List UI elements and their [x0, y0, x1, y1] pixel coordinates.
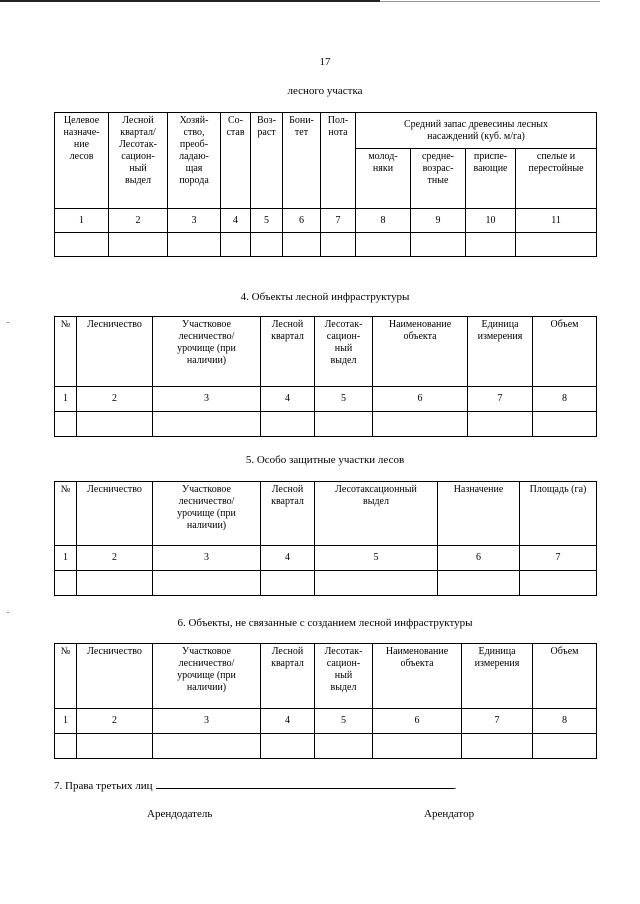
empty-cell[interactable] — [356, 233, 411, 257]
empty-data-row — [55, 571, 597, 596]
header-forestry: Лесничество — [77, 482, 153, 546]
empty-cell[interactable] — [520, 571, 597, 596]
table1-caption: лесного участка — [287, 85, 363, 97]
page-number: 17 — [319, 56, 331, 68]
table3-caption: 5. Особо защитные участки лесов — [245, 454, 405, 466]
header-site-class: Бони- тет — [283, 113, 321, 209]
column-number: 9 — [411, 209, 466, 233]
column-number: 2 — [109, 209, 168, 233]
header-plot: Лесотак- сацион- ный выдел — [315, 644, 373, 709]
empty-cell[interactable] — [315, 571, 438, 596]
empty-cell[interactable] — [373, 734, 462, 759]
column-number: 8 — [533, 709, 597, 734]
column-number: 8 — [356, 209, 411, 233]
empty-cell[interactable] — [516, 233, 597, 257]
column-number: 4 — [261, 546, 315, 571]
empty-cell[interactable] — [315, 412, 373, 437]
header-forestry: Лесничество — [77, 317, 153, 387]
column-number: 1 — [55, 209, 109, 233]
table2-caption: 4. Объекты лесной инфраструктуры — [240, 291, 410, 303]
header-avg-stock: Средний запас древесины лесных насаждений (куб. м/га) — [356, 113, 597, 149]
subheader-mature-overmature: спелые и перестойные — [516, 149, 597, 209]
empty-cell[interactable] — [55, 412, 77, 437]
column-number: 2 — [77, 387, 153, 412]
empty-cell[interactable] — [261, 734, 315, 759]
empty-cell[interactable] — [373, 412, 468, 437]
header-composition: Со- став — [221, 113, 251, 209]
empty-cell[interactable] — [283, 233, 321, 257]
empty-cell[interactable] — [411, 233, 466, 257]
column-number: 5 — [315, 709, 373, 734]
column-number: 1 — [55, 709, 77, 734]
empty-cell[interactable] — [77, 571, 153, 596]
header-district-forestry: Участковое лесничество/ урочище (при наличии) — [153, 644, 261, 709]
header-object-name: Наименование объекта — [373, 317, 468, 387]
empty-cell[interactable] — [153, 412, 261, 437]
header-unit: Единица измерения — [462, 644, 533, 709]
column-number: 7 — [520, 546, 597, 571]
empty-cell[interactable] — [153, 571, 261, 596]
header-purpose: Целевое назначе- ние лесов — [55, 113, 109, 209]
empty-cell[interactable] — [55, 734, 77, 759]
column-number: 3 — [153, 709, 261, 734]
column-number: 3 — [168, 209, 221, 233]
header-no: № — [55, 317, 77, 387]
empty-cell[interactable] — [315, 734, 373, 759]
empty-cell[interactable] — [466, 233, 516, 257]
column-number: 6 — [438, 546, 520, 571]
empty-cell[interactable] — [261, 571, 315, 596]
empty-cell[interactable] — [462, 734, 533, 759]
header-district-forestry: Участковое лесничество/ урочище (при наличии) — [153, 482, 261, 546]
header-quarter: Лесной квартал — [261, 482, 315, 546]
header-quarter: Лесной квартал — [261, 317, 315, 387]
column-number: 7 — [468, 387, 533, 412]
column-number: 4 — [221, 209, 251, 233]
empty-cell[interactable] — [55, 233, 109, 257]
column-number: 1 — [55, 387, 77, 412]
non-infrastructure-objects-table — [54, 643, 597, 759]
column-number: 3 — [153, 387, 261, 412]
empty-data-row — [55, 412, 597, 437]
column-number: 4 — [261, 387, 315, 412]
header-plot: Лесотаксационный выдел — [315, 482, 438, 546]
empty-cell[interactable] — [77, 734, 153, 759]
column-number: 10 — [466, 209, 516, 233]
column-number: 2 — [77, 709, 153, 734]
empty-cell[interactable] — [168, 233, 221, 257]
empty-cell[interactable] — [109, 233, 168, 257]
column-number: 6 — [373, 387, 468, 412]
empty-cell[interactable] — [251, 233, 283, 257]
empty-cell[interactable] — [77, 412, 153, 437]
column-number: 5 — [251, 209, 283, 233]
header-quarter-plot: Лесной квартал/ Лесотак- сацион- ный выдел — [109, 113, 168, 209]
third-party-rights-field[interactable] — [156, 778, 454, 789]
header-no: № — [55, 644, 77, 709]
empty-cell[interactable] — [533, 734, 597, 759]
forest-stand-table — [54, 112, 597, 257]
header-district-forestry: Участковое лесничество/ урочище (при наличии) — [153, 317, 261, 387]
empty-cell[interactable] — [221, 233, 251, 257]
header-no: № — [55, 482, 77, 546]
header-plot: Лесотак- сацион- ный выдел — [315, 317, 373, 387]
scan-top-edge — [0, 0, 640, 4]
header-purpose: Назначение — [438, 482, 520, 546]
empty-data-row — [55, 734, 597, 759]
subheader-middle-aged: средне- возрас- тные — [411, 149, 466, 209]
header-quarter: Лесной квартал — [261, 644, 315, 709]
column-number: 5 — [315, 387, 373, 412]
column-number: 11 — [516, 209, 597, 233]
empty-cell[interactable] — [261, 412, 315, 437]
infrastructure-table — [54, 316, 597, 437]
column-number: 2 — [77, 546, 153, 571]
third-party-rights-label: 7. Права третьих лиц — [54, 780, 153, 792]
third-party-rights — [54, 778, 456, 792]
empty-cell[interactable] — [55, 571, 77, 596]
column-number: 1 — [55, 546, 77, 571]
third-party-rights-end: . — [453, 780, 457, 792]
column-number: 8 — [533, 387, 597, 412]
empty-cell[interactable] — [153, 734, 261, 759]
column-number: 6 — [283, 209, 321, 233]
subheader-young: молод- няки — [356, 149, 411, 209]
column-number: 7 — [321, 209, 356, 233]
header-volume: Объем — [533, 644, 597, 709]
table4-caption: 6. Объекты, не связанные с созданием лесной инфраструктуры — [177, 617, 473, 629]
subheader-maturing: приспе- вающие — [466, 149, 516, 209]
header-farm-species: Хозяй- ство, преоб- ладаю- щая порода — [168, 113, 221, 209]
header-area-ha: Площадь (га) — [520, 482, 597, 546]
scan-speck — [7, 322, 9, 323]
empty-cell[interactable] — [468, 412, 533, 437]
column-number: 5 — [315, 546, 438, 571]
column-number: 3 — [153, 546, 261, 571]
empty-cell[interactable] — [438, 571, 520, 596]
header-volume: Объем — [533, 317, 597, 387]
column-number: 7 — [462, 709, 533, 734]
protected-areas-table — [54, 481, 597, 596]
lessee-signature-label: Арендатор — [424, 808, 475, 820]
column-number: 6 — [373, 709, 462, 734]
scan-speck — [7, 612, 9, 613]
empty-cell[interactable] — [321, 233, 356, 257]
empty-data-row — [55, 233, 597, 257]
header-forestry: Лесничество — [77, 644, 153, 709]
empty-cell[interactable] — [533, 412, 597, 437]
header-unit: Единица измерения — [468, 317, 533, 387]
column-number: 4 — [261, 709, 315, 734]
header-age: Воз- раст — [251, 113, 283, 209]
header-density: Пол- нота — [321, 113, 356, 209]
header-object-name: Наименование объекта — [373, 644, 462, 709]
lessor-signature-label: Арендодатель — [147, 808, 213, 820]
